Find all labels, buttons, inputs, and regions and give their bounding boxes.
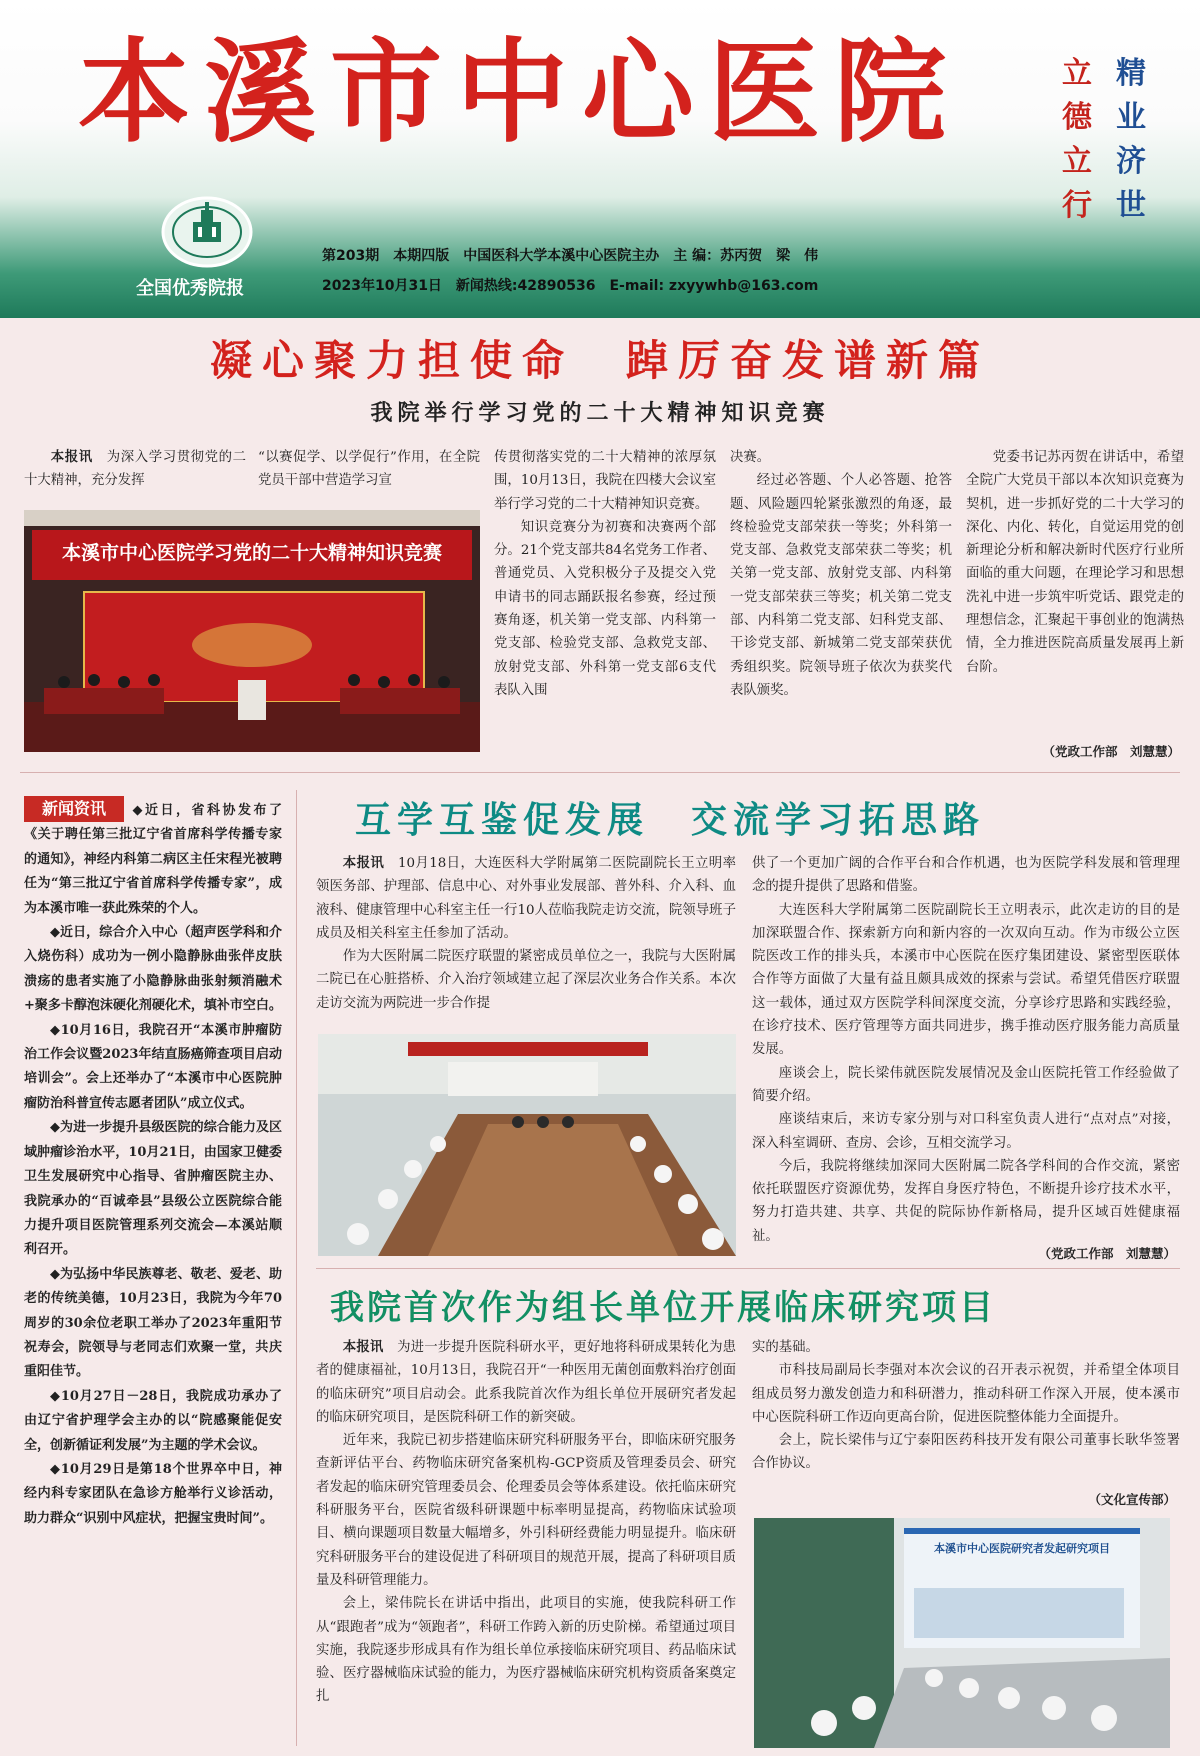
paragraph: 市科技局副局长李强对本次会议的召开表示祝贺，并希望全体项目组成员努力激发创造力和科研潜力，推动科研工作深入开展，使本溪市中心医院科研工作迈向更高台阶，促进医院整体能力全面提升。 (752, 1363, 1180, 1425)
paragraph: 10月18日，大连医科大学附属第二医院副院长王立明率领医务部、护理部、信息中心、对外事业发展部、普外科、介入科、血液科、健康管理中心科室主任一行10人莅临我院走访交流，院领导班子成员及相关科室主任参加了活动。 (316, 856, 736, 941)
paragraph: 会上，梁伟院长在讲话中指出，此项目的实施，使我院科研工作从“跟跑者”成为“领跑者”，科研工作跨入新的历史阶梯。希望通过项目实施，我院逐步形成具有作为组长单位承接临床研究项目、药品临床试验、医疗器械临床试验的能力，为医疗器械临床研究机构资质备案奠定扎 (316, 1596, 736, 1705)
paragraph: 供了一个更加广阔的合作平台和合作机遇，也为医院学科发展和管理理念的提升提供了思路和借鉴。 (752, 856, 1180, 895)
news-item: ◆为进一步提升县级医院的综合能力及区域肿瘤诊治水平，10月21日，由国家卫健委卫生发展研究中心指导、省肿瘤医院主办、我院承办的“百诚牵县”县级公立医院综合能力提升项目医院管理系列交流会—本溪站顺利召开。 (24, 1120, 282, 1258)
article1-headline: 凝心聚力担使命 踔厉奋发谱新篇 (209, 336, 990, 385)
paragraph: 会上，院长梁伟与辽宁泰阳医药科技开发有限公司董事长耿华签署合作协议。 (752, 1433, 1180, 1472)
motto-char: 济 (1116, 144, 1146, 179)
article3-right (752, 1336, 1180, 1506)
article1-subheadline: 我院举行学习党的二十大精神知识竞赛 (370, 400, 830, 426)
lead-tag: 本报讯 (342, 1339, 384, 1355)
article1-col5 (966, 446, 1184, 736)
article1-intro-a: 为深入学习贯彻党的二十大精神，充分发挥 (24, 450, 247, 489)
article2-right (752, 852, 1180, 1244)
hospital-logo-icon (160, 194, 254, 268)
motto-right (1060, 52, 1094, 228)
article2-photo (318, 1034, 736, 1256)
motto-left (1114, 52, 1148, 228)
article1-intro-b: “以赛促学、以学促行”作用，在全院党员干部中营造学习宣 (258, 450, 480, 489)
paragraph: 传贯彻落实党的二十大精神的浓厚氛围，10月13日，我院在四楼大会议室举行学习党的二十大精神知识竞赛。 (494, 450, 716, 512)
article3-signature: （文化宣传部） (1088, 1492, 1176, 1507)
section-divider (316, 1268, 1180, 1269)
article2-left (316, 852, 736, 1011)
article3-headline: 我院首次作为组长单位开展临床研究项目 (330, 1288, 996, 1328)
photo-banner-text: 本溪市中心医院研究者发起研究项目 (934, 1542, 1110, 1555)
paragraph: 今后，我院将继续加深同大医附属二院各学科间的合作交流，紧密依托联盟医疗资源优势，发挥自身医疗特色，不断提升诊疗技术水平，努力打造共建、共享、共促的院际协作新格局，提升区域百姓健康福祉。 (752, 1158, 1180, 1244)
article1-photo (24, 510, 480, 752)
issue-info: 第203期 本期四版 中国医科大学本溪中心医院主办 主 编：苏丙贺 梁 伟 (322, 248, 819, 264)
article1-col1 (24, 446, 246, 496)
news-item: ◆为弘扬中华民族尊老、敬老、爱老、助老的传统美德，10月23日，我院为今年70周岁的30余位老职工举办了2023年重阳节祝寿会，院领导与老同志们欢聚一堂，共庆重阳佳节。 (24, 1266, 282, 1380)
paragraph: 座谈会上，院长梁伟就医院发展情况及金山医院托管工作经验做了简要介绍。 (752, 1065, 1180, 1104)
meeting-photo-icon (318, 1034, 736, 1256)
article1-signature: （党政工作部 刘慧慧） (1042, 744, 1180, 759)
news-item: ◆10月29日是第18个世界卒中日，神经内科专家团队在急诊方舱举行义诊活动，助力群众“识别中风症状，把握宝贵时间”。 (24, 1461, 282, 1526)
lead-tag: 本报讯 (342, 855, 385, 871)
paragraph: 为进一步提升医院科研水平，更好地将科研成果转化为患者的健康福祉，10月13日，我院召开“一种医用无菌创面敷料治疗创面的临床研究”项目启动会。此系我院首次作为组长单位开展研究者发起的临床研究项目，是医院科研工作的新突破。 (316, 1340, 737, 1425)
motto-char: 立 (1062, 144, 1092, 179)
column-divider (296, 790, 297, 1746)
news-tag: 新闻资讯 (24, 796, 124, 822)
news-item: ◆近日，综合介入中心（超声医学科和介入烧伤科）成功为一例小隐静脉曲张伴皮肤溃疡的患者实施了小隐静脉曲张射频消融术+聚多卡醇泡沫硬化剂硬化术，填补市空白。 (24, 925, 282, 1014)
lead-tag: 本报讯 (50, 449, 93, 465)
paragraph: 座谈结束后，来访专家分别与对口科室负责人进行“点对点”对接，深入科室调研、查房、会诊，互相交流学习。 (752, 1112, 1180, 1151)
article3-left (316, 1336, 736, 1748)
motto-char: 立 (1062, 56, 1092, 91)
issue-contact: 2023年10月31日 新闻热线:42890536 E-mail: zxyywhb@163.com (322, 278, 819, 294)
paragraph: 决赛。 (730, 450, 771, 465)
motto-char: 行 (1062, 188, 1092, 223)
article2-headline: 互学互鉴促发展 交流学习拓思路 (355, 800, 986, 841)
paragraph: 实的基础。 (752, 1340, 819, 1355)
paragraph: 近年来，我院已初步搭建临床研究科研服务平台，即临床研究服务查新评估平台、药物临床研究备案机构-GCP资质及管理委员会、研究者发起的临床研究管理委员会、伦理委员会等体系建设。依托临床研究科研服务平台，医院省级科研课题中标率明显提高，药物临床试验项目、横向课题项目数量大幅增多，外引科研经费能力明显提升。临床研究科研服务平台的建设促进了科研项目的规范开展，提高了科研项目质量及科研管理能力。 (316, 1433, 736, 1588)
news-item: ◆10月16日，我院召开“本溪市肿瘤防治工作会议暨2023年结直肠癌筛查项目启动培训会”。会上还举办了“本溪市中心医院肿瘤防治科普宣传志愿者团队”成立仪式。 (24, 1022, 282, 1111)
news-item: ◆近日，省科协发布了《关于聘任第三批辽宁省首席科学传播专家的通知》，神经内科第二病区主任宋程光被聘任为“第三批辽宁省首席科学传播专家”，成为本溪市唯一获此殊荣的个人。 (24, 803, 282, 916)
photo-banner-text: 本溪市中心医院学习党的二十大精神知识竞赛 (61, 542, 442, 564)
news-item: ◆10月27日－28日，我院成功承办了由辽宁省护理学会主办的以“院感聚能促安全，创新循证利发展”为主题的学术会议。 (24, 1388, 282, 1453)
article2-signature: （党政工作部 刘慧慧） (1038, 1246, 1176, 1261)
logo-caption: 全国优秀院报 (136, 278, 244, 299)
motto-char: 世 (1116, 188, 1146, 223)
paragraph: 知识竞赛分为初赛和决赛两个部分。21个党支部共84名党务工作者、普通党员、入党积极分子及提交入党申请书的同志踊跃报名参赛，经过预赛角逐，机关第一党支部、内科第一党支部、检验党支部、急救党支部、放射党支部、外科第一党支部6支代表队入围 (494, 519, 716, 698)
motto-char: 德 (1062, 100, 1092, 135)
paragraph: 党委书记苏丙贺在讲话中，希望全院广大党员干部以本次知识竞赛为契机，进一步抓好党的二十大学习的深化、内化、转化，自觉运用党的创新理论分析和解决新时代医疗行业所面临的重大问题，在理论学习和思想洗礼中进一步筑牢听党话、跟党走的理想信念，汇聚起干事创业的饱满热情，全力推进医院高质量发展再上新台阶。 (966, 450, 1184, 675)
motto-char: 业 (1116, 100, 1146, 135)
newspaper-title: 本溪市中心医院 (78, 27, 960, 158)
article1-col2 (258, 446, 480, 496)
paragraph: 经过必答题、个人必答题、抢答题、风险题四轮紧张激烈的角逐，最终检验党支部荣获一等奖；外科第一党支部、急救党支部荣获二等奖；机关第一党支部、放射党支部、内科第一党支部荣获三等奖；机关第二党支部、内科第二党支部、妇科党支部、干诊党支部、新城第二党支部荣获优秀组织奖。院领导班子依次为获奖代表队颁奖。 (730, 473, 952, 698)
news-column (24, 796, 282, 1746)
paragraph: 作为大医附属二院医疗联盟的紧密成员单位之一，我院与大医附属二院已在心脏搭桥、介入治疗领域建立起了深层次业务合作关系。本次走访交流为两院进一步合作提 (316, 949, 736, 1011)
article1-col3 (494, 446, 716, 762)
paragraph: 大连医科大学附属第二医院副院长王立明表示，此次走访的目的是加深联盟合作、探索新方向和新内容的一次双向互动。作为市级公立医院医改工作的排头兵，本溪市中心医院在医疗集团建设、紧密型医联体合作等方面做了大量有益且颇具成效的探索与尝试。希望凭借医疗联盟这一载体，通过双方医院学科间深度交流，分享诊疗思路和实践经验，在诊疗技术、医疗管理等方面共同进步，携手推动医疗服务能力高质量发展。 (752, 902, 1180, 1058)
section-divider (20, 772, 1180, 773)
article1-col4 (730, 446, 952, 762)
article3-photo (754, 1518, 1170, 1748)
motto-char: 精 (1116, 56, 1146, 91)
